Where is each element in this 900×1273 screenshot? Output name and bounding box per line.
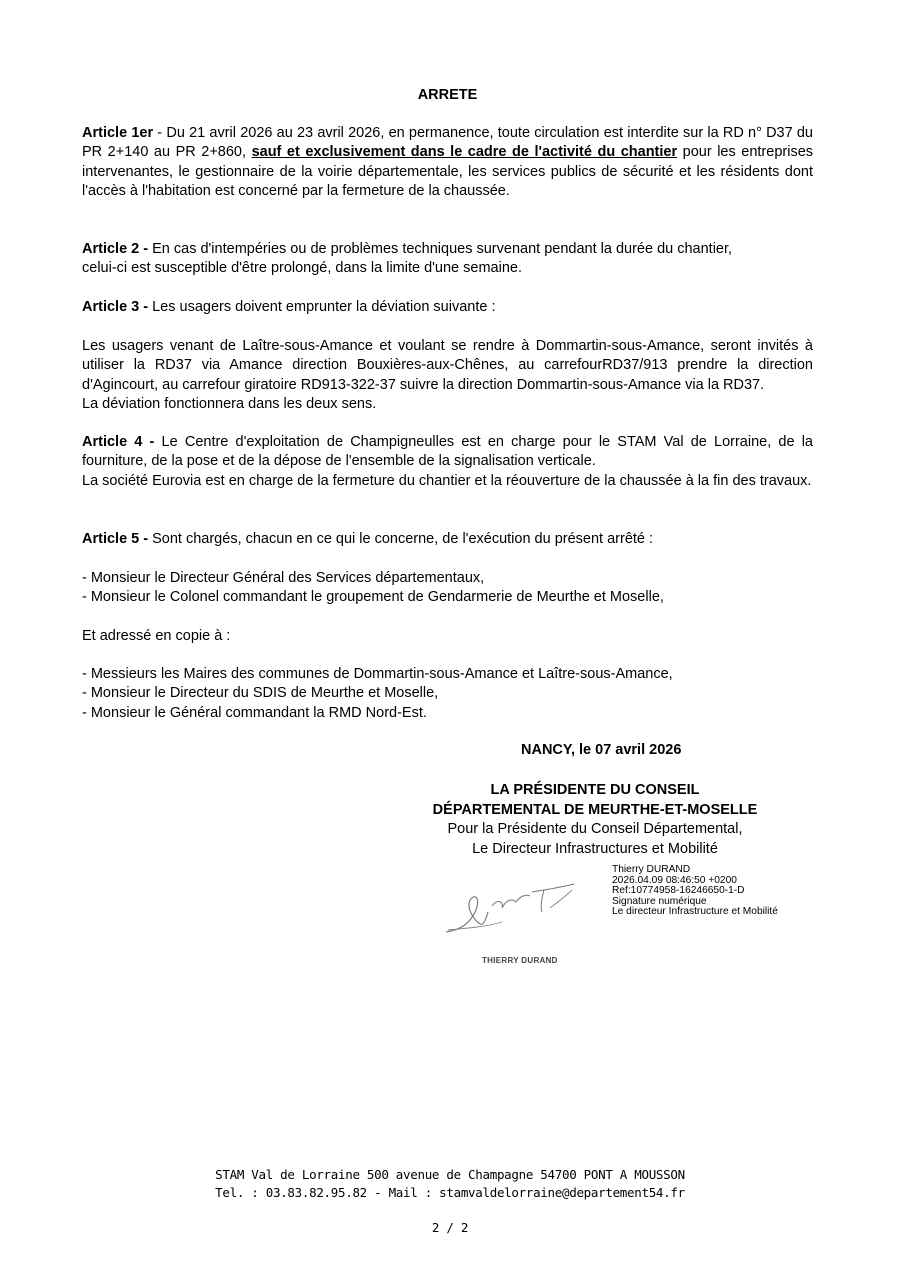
article-1-label: Article 1er bbox=[82, 125, 154, 141]
article-5-label: Article 5 - bbox=[82, 531, 149, 547]
digital-signature-line: 2026.04.09 08:46:50 +0200 bbox=[612, 874, 737, 886]
article-2 bbox=[82, 240, 813, 279]
copy-intro: Et adressé en copie à : bbox=[82, 628, 231, 644]
article-4-text: Le Centre d'exploitation de Champigneulles est en charge pour le STAM Val de Lorraine, de la fourniture, de la pose et de la dépose de l'ensemble de la signalisation verticale. bbox=[82, 434, 813, 470]
signer-name: THIERRY DURAND bbox=[482, 956, 558, 965]
article-3 bbox=[82, 298, 813, 317]
article-4-text-2: La société Eurovia est en charge de la fermeture du chantier et la réouverture de la chaussée à la fin des travaux. bbox=[82, 473, 812, 489]
detour-both-ways: La déviation fonctionnera dans les deux sens. bbox=[82, 396, 377, 412]
article-4 bbox=[82, 433, 813, 472]
article-1-text-continued: pour les entreprises intervenantes, le gestionnaire de la voirie départementale, les services publics de sécurité et les résidents dont l'accès à l'habitation est concerné par la fermeture de la chaussée. bbox=[82, 144, 814, 200]
detour-description: Les usagers venant de Laître-sous-Amance et voulant se rendre à Dommartin-sous-Amance, seront invités à utiliser la RD37 via Amance direction Bouxières-aux-Chênes, au carrefourRD37/913 prendre la direction d'Agincourt, au carrefour giratoire RD913-322-37 suivre la direction Dommartin-sous-Amance via la RD37. bbox=[82, 338, 813, 393]
article-2-label: Article 2 - bbox=[82, 241, 149, 257]
place-date: NANCY, le 07 avril 2026 bbox=[521, 742, 682, 758]
article-4-label: Article 4 - bbox=[82, 434, 155, 450]
signatory-office bbox=[400, 781, 790, 859]
digital-signature-info bbox=[612, 865, 778, 918]
office-line-1: LA PRÉSIDENTE DU CONSEIL bbox=[490, 782, 700, 798]
digital-signature-line: Signature numérique bbox=[612, 895, 707, 907]
handwritten-signature bbox=[440, 880, 580, 940]
digital-signature-line: Ref:10774958-16246650-1-D bbox=[612, 885, 745, 896]
document-title: ARRETE bbox=[417, 87, 478, 103]
article-3-text: Les usagers doivent emprunter la déviation suivante : bbox=[148, 299, 496, 315]
article-3-label: Article 3 - bbox=[82, 299, 149, 315]
footer-address: STAM Val de Lorraine 500 avenue de Champagne 54700 PONT A MOUSSON bbox=[215, 1167, 685, 1182]
article-5 bbox=[82, 530, 813, 549]
article-2-line-1: En cas d'intempéries ou de problèmes techniques survenant pendant la durée du chantier, bbox=[148, 241, 733, 257]
article-1-emphasis: sauf et exclusivement dans le cadre de l'activité du chantier bbox=[251, 144, 678, 161]
recipient-item: - Monsieur le Colonel commandant le groupement de Gendarmerie de Meurthe et Moselle, bbox=[82, 589, 664, 606]
article-2-line-2: celui-ci est susceptible d'être prolongé, dans la limite d'une semaine. bbox=[82, 260, 522, 277]
copy-item: - Monsieur le Directeur du SDIS de Meurthe et Moselle, bbox=[82, 685, 439, 702]
delegation-line-2: Le Directeur Infrastructures et Mobilité bbox=[472, 840, 718, 857]
digital-signature-line: Le directeur Infrastructure et Mobilité bbox=[612, 906, 778, 917]
office-line-2: DÉPARTEMENTAL DE MEURTHE-ET-MOSELLE bbox=[432, 801, 758, 818]
page-number: 2 / 2 bbox=[431, 1220, 469, 1235]
digital-signature-line: Thierry DURAND bbox=[612, 864, 691, 875]
delegation-line-1: Pour la Présidente du Conseil Départemental, bbox=[447, 821, 743, 837]
copy-item: - Messieurs les Maires des communes de Dommartin-sous-Amance et Laître-sous-Amance, bbox=[82, 666, 673, 682]
article-5-text: Sont chargés, chacun en ce qui le concerne, de l'exécution du présent arrêté : bbox=[148, 531, 654, 547]
article-1-text: - Du 21 avril 2026 au 23 avril 2026, en permanence, toute circulation est interdite sur la RD n° D37 du PR 2+140 au PR 2+860, bbox=[82, 125, 813, 161]
copies-list bbox=[82, 665, 813, 723]
footer-contact: Tel. : 03.83.82.95.82 - Mail : stamvaldelorraine@departement54.fr bbox=[215, 1185, 685, 1200]
recipients-list bbox=[82, 569, 813, 608]
copy-item: - Monsieur le Général commandant la RMD Nord-Est. bbox=[82, 704, 427, 721]
recipient-item: - Monsieur le Directeur Général des Services départementaux, bbox=[82, 570, 485, 586]
article-1 bbox=[82, 124, 813, 202]
